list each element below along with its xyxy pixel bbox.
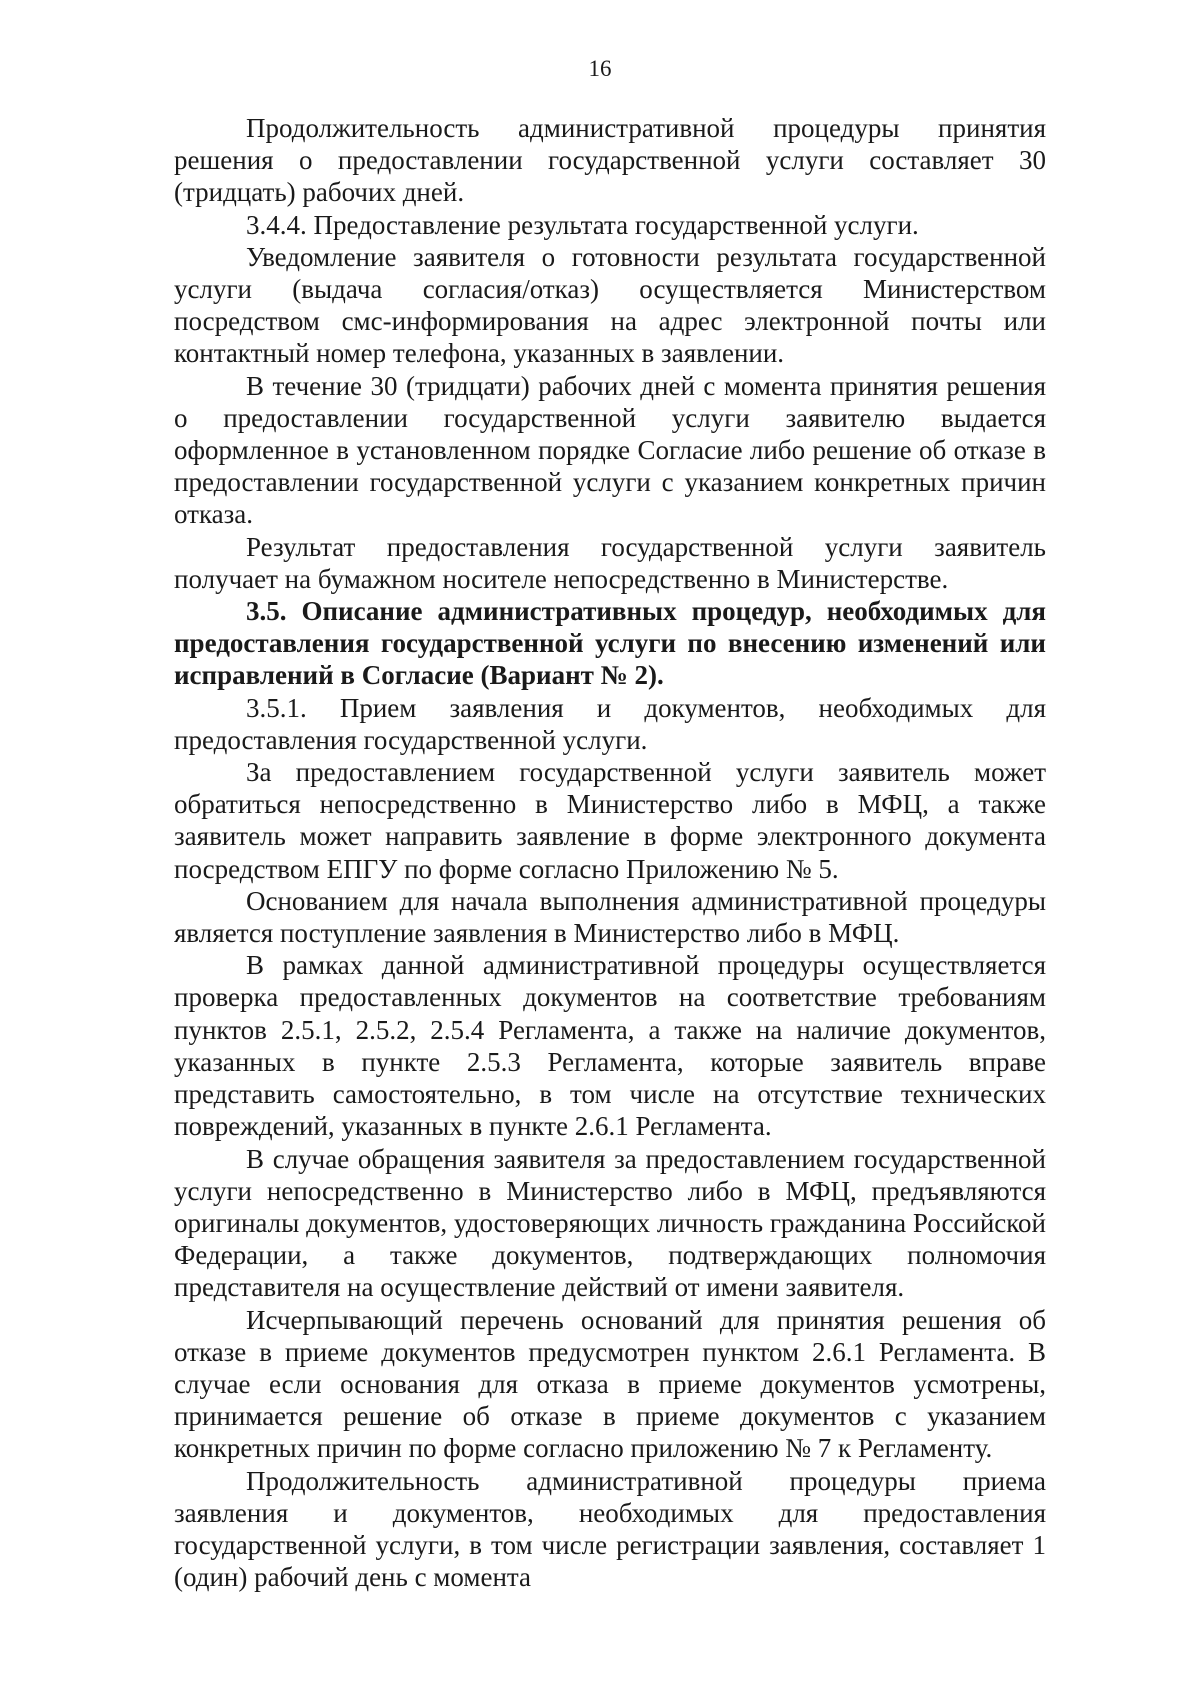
page-number: 16 <box>588 56 612 81</box>
paragraph: Результат предоставления государственной услуги заявитель получает на бумажном носителе непосредственно в Министерстве. <box>174 531 1046 594</box>
paragraph: В течение 30 (тридцати) рабочих дней с момента принятия решения о предоставлении государственной услуги заявителю выдается оформленное в установленном порядке Согласие либо решение об отказе в предоставлении государственной услуги с указанием конкретных причин отказа. <box>174 370 1046 530</box>
paragraph: 3.4.4. Предоставление результата государственной услуги. <box>246 209 919 240</box>
paragraph: 3.5.1. Прием заявления и документов, необходимых для предоставления государственной услуги. <box>174 692 1046 755</box>
paragraph: Уведомление заявителя о готовности результата государственной услуги (выдача согласия/отказ) осуществляется Министерством посредством смс-информирования на адрес электронной почты или контактный номер телефона, указанных в заявлении. <box>174 241 1046 369</box>
document-body <box>174 112 1046 1593</box>
paragraph: Основанием для начала выполнения административной процедуры является поступление заявления в Министерство либо в МФЦ. <box>174 885 1046 949</box>
paragraph: В случае обращения заявителя за предоставлением государственной услуги непосредственно в Министерство либо в МФЦ, предъявляются оригиналы документов, удостоверяющих личность гражданина Российской Федерации, а также документов, подтверждающих полномочия представителя на осуществление действий от имени заявителя. <box>174 1143 1046 1303</box>
section-heading: 3.5. Описание административных процедур, необходимых для предоставления государственной услуги по внесению изменений или исправлений в Согласие (Вариант № 2). <box>174 596 1046 691</box>
paragraph: Исчерпывающий перечень оснований для принятия решения об отказе в приеме документов предусмотрен пунктом 2.6.1 Регламента. В случае если основания для отказа в приеме документов усмотрены, принимается решение об отказе в приеме документов с указанием конкретных причин по форме согласно приложению № 7 к Регламенту. <box>174 1304 1046 1464</box>
paragraph: За предоставлением государственной услуги заявитель может обратиться непосредственно в Министерство либо в МФЦ, а также заявитель может направить заявление в форме электронного документа посредством ЕПГУ по форме согласно Приложению № 5. <box>174 757 1046 884</box>
paragraph: В рамках данной административной процедуры осуществляется проверка предоставленных документов на соответствие требованиям пунктов 2.5.1, 2.5.2, 2.5.4 Регламента, а также на наличие документов, указанных в пункте 2.5.3 Регламента, которые заявитель вправе представить самостоятельно, в том числе на отсутствие технических повреждений, указанных в пункте 2.6.1 Регламента. <box>174 950 1046 1142</box>
paragraph: Продолжительность административной процедуры приема заявления и документов, необходимых для предоставления государственной услуги, в том числе регистрации заявления, составляет 1 (один) рабочий день с момента <box>174 1465 1046 1593</box>
paragraph: Продолжительность административной процедуры принятия решения о предоставлении государственной услуги составляет 30 (тридцать) рабочих дней. <box>174 113 1046 208</box>
